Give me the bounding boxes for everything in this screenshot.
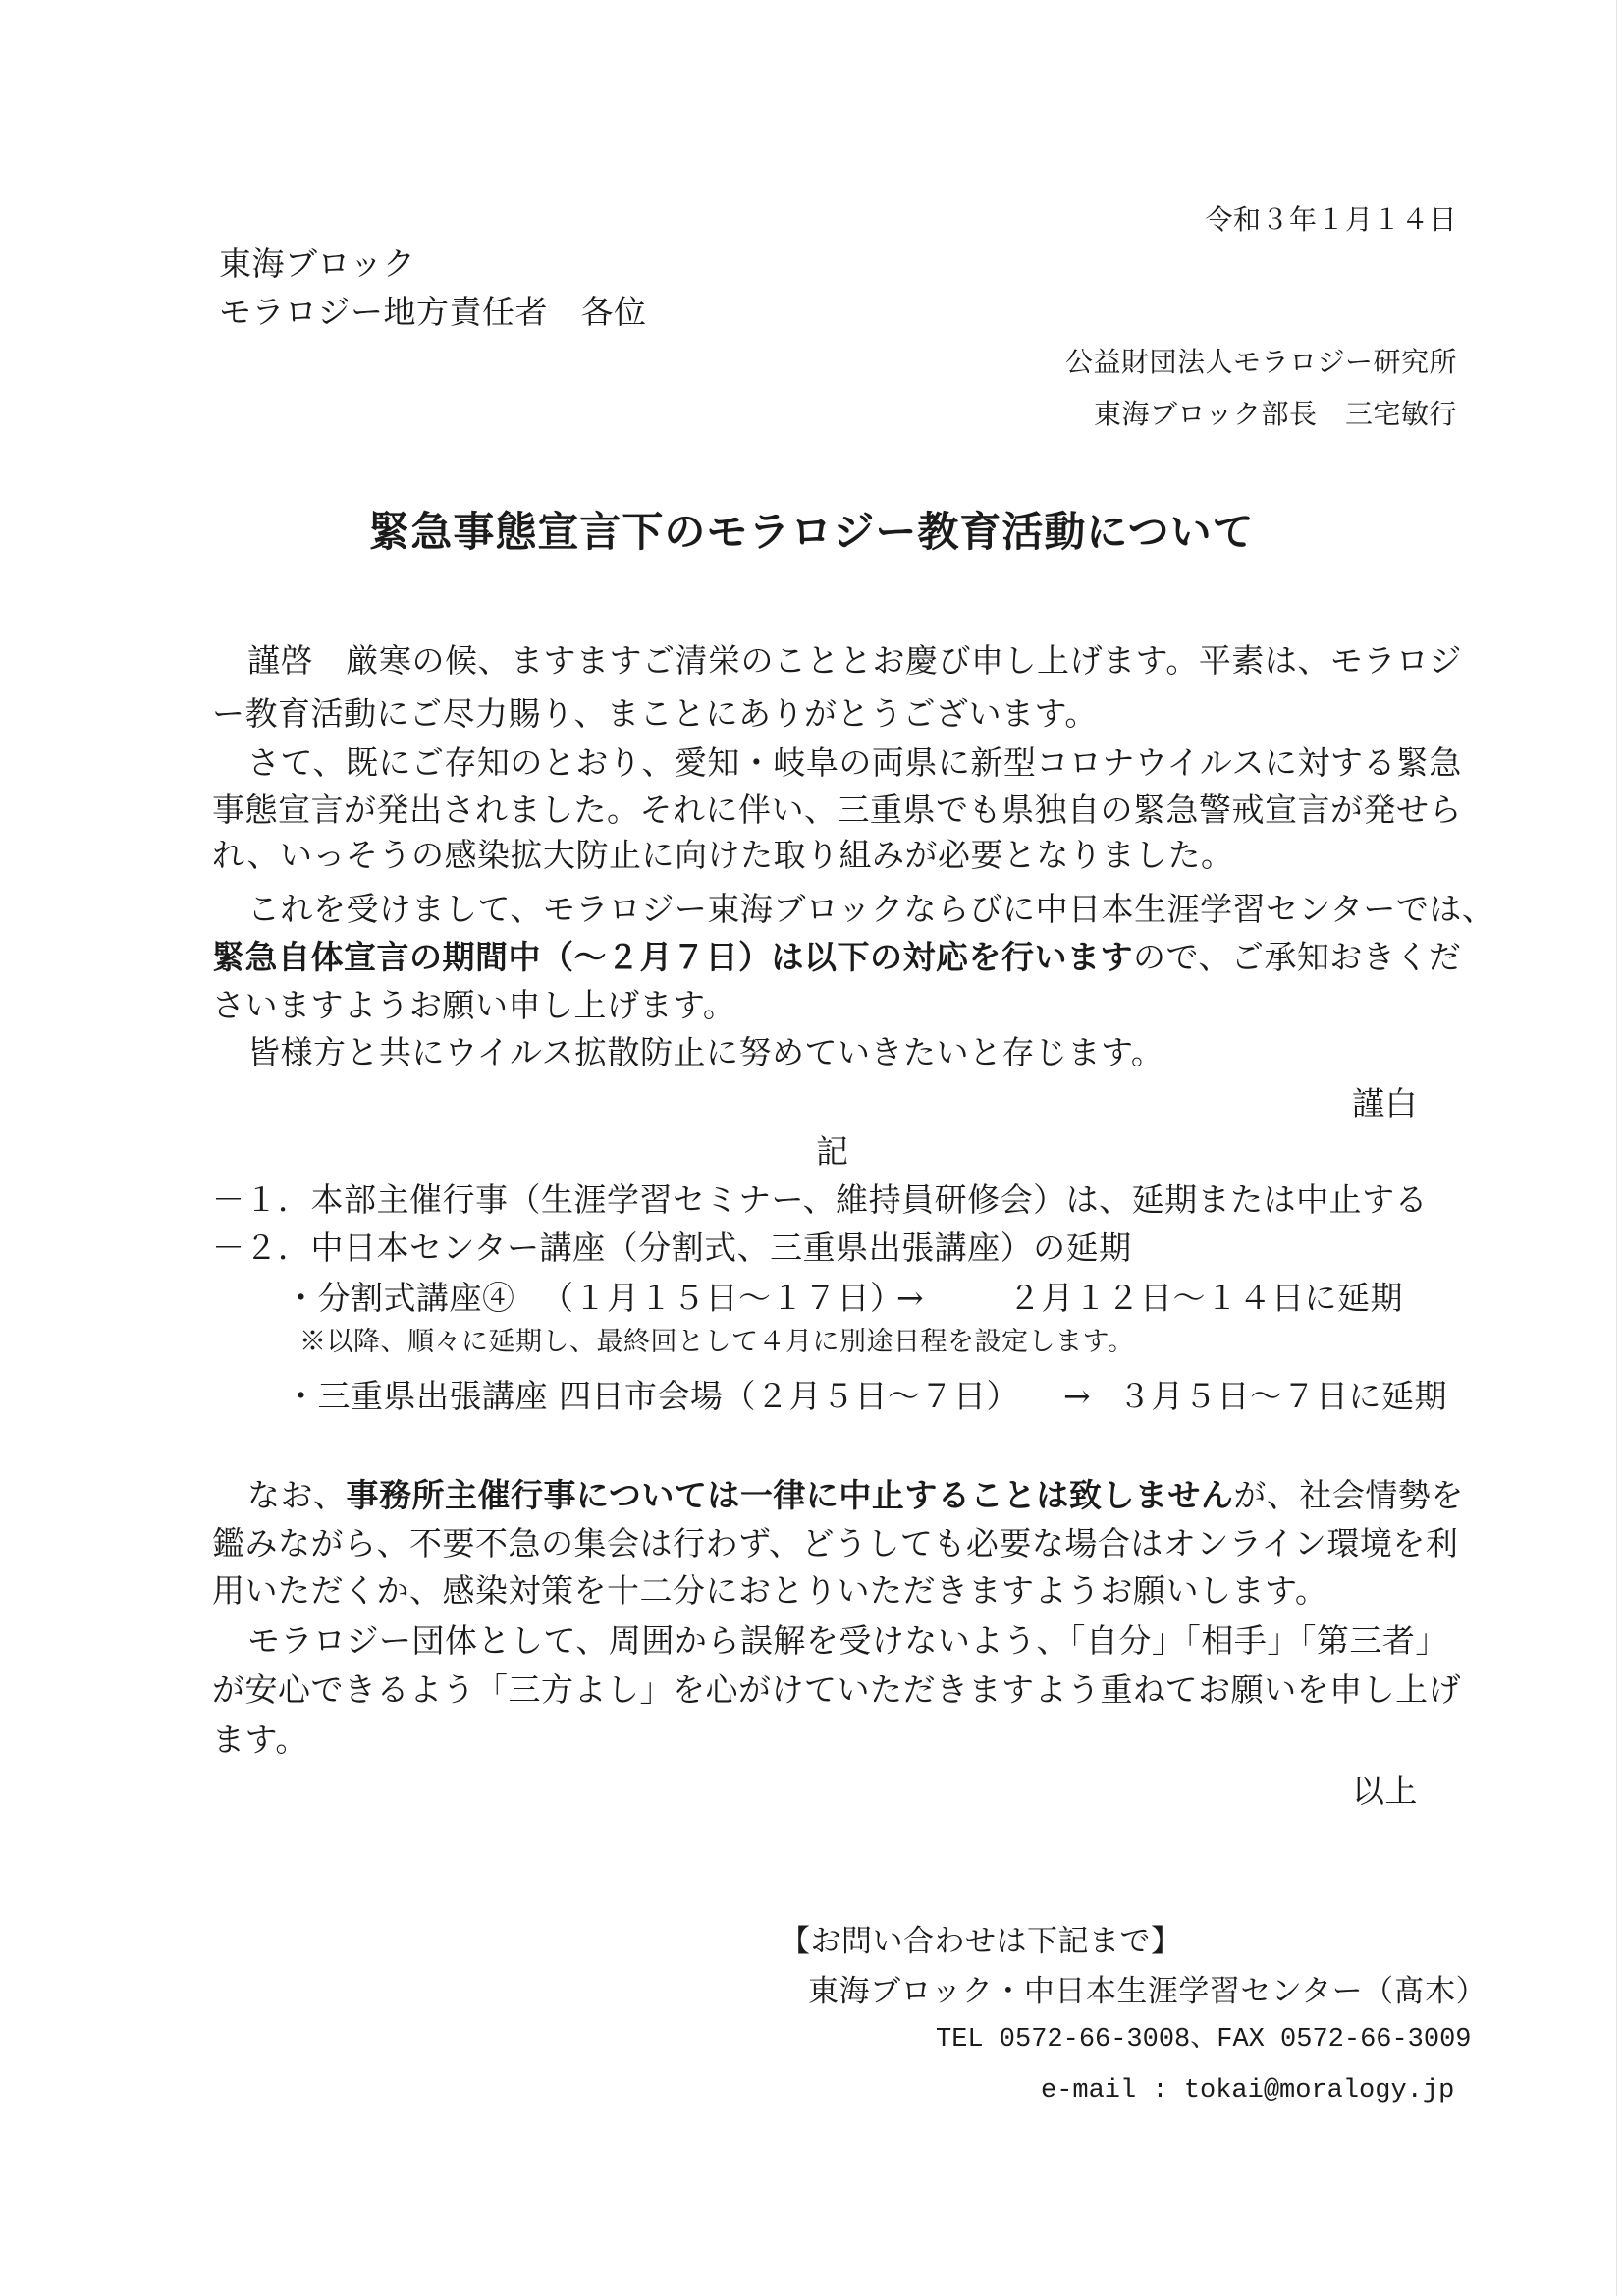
- sender-organization: 公益財団法人モラロジー研究所: [1064, 346, 1457, 378]
- postscript-line-3: 用いただくか、感染対策を十二分におとりいただきますようお願いします。: [212, 1571, 1328, 1610]
- sub-item-1-period: （１月１５日～１７日）: [541, 1279, 903, 1317]
- intro-line-8: さいますようお願い申し上げます。: [212, 986, 736, 1024]
- contact-phone-fax: TEL 0572-66-3008、FAX 0572-66-3009: [936, 2025, 1472, 2054]
- intro-line-7-rest: ので、ご承知おきくだ: [1133, 938, 1462, 976]
- notes-heading: 記: [816, 1132, 849, 1171]
- intro-line-7: [212, 938, 1462, 976]
- closing-kinpaku: 謹白: [1352, 1084, 1418, 1122]
- sub-item-1-label: ・分割式講座④: [285, 1279, 515, 1317]
- contact-office: 東海ブロック・中日本生涯学習センター（髙木）: [808, 1974, 1488, 2009]
- scan-edge-line: [1616, 0, 1617, 2296]
- postscript-line-5: が安心できるよう「三方よし」を心がけていただきますよう重ねてお願いを申し上げ: [212, 1670, 1462, 1709]
- intro-line-1: 謹啓 厳寒の候、ますますご清栄のこととお慶び申し上げます。平素は、モラロジ: [247, 641, 1462, 680]
- notes-sub-item-2: [0, 1377, 1623, 1415]
- recipient-line-1: 東海ブロック: [219, 245, 416, 283]
- intro-line-7-emphasis: 緊急自体宣言の期間中（～２月７日）は以下の対応を行います: [212, 938, 1133, 976]
- document-title: 緊急事態宣言下のモラロジー教育活動について: [368, 508, 1255, 556]
- contact-heading: 【お問い合わせは下記まで】: [780, 1924, 1182, 1959]
- sender-title-name: 東海ブロック部長 三宅敏行: [1094, 398, 1457, 430]
- contact-email: e-mail : tokai@moralogy.jp: [1041, 2076, 1455, 2105]
- recipient-line-2: モラロジー地方責任者 各位: [219, 293, 647, 331]
- intro-line-5: れ、いっそうの感染拡大防止に向けた取り組みが必要となりました。: [212, 836, 1234, 874]
- document-date: 令和３年１月１４日: [1205, 203, 1457, 236]
- notes-sub-item-1: [0, 1279, 1623, 1317]
- intro-line-4: 事態宣言が発出されました。それに伴い、三重県でも県独自の緊急警戒宣言が発せら: [212, 791, 1462, 829]
- intro-line-3: さて、既にご存知のとおり、愛知・岐阜の両県に新型コロナウイルスに対する緊急: [247, 743, 1462, 782]
- postscript-line-6: ます。: [212, 1721, 308, 1759]
- intro-line-9: 皆様方と共にウイルス拡散防止に努めていきたいと存じます。: [247, 1033, 1164, 1071]
- arrow-right-icon: →: [896, 1279, 925, 1317]
- intro-line-6: これを受けまして、モラロジー東海ブロックならびに中日本生涯学習センターでは、: [247, 890, 1495, 928]
- notes-item-1: －１．本部主催行事（生涯学習セミナー、維持員研修会）は、延期または中止する: [212, 1180, 1429, 1219]
- sub-item-2-label: ・三重県出張講座 四日市会場（２月５日～７日）: [285, 1377, 1019, 1415]
- notes-item-2: －２．中日本センター講座（分割式、三重県出張講座）の延期: [212, 1229, 1132, 1267]
- postscript-line-4: モラロジー団体として、周囲から誤解を受けないよう、「自分」「相手」「第三者」: [247, 1621, 1448, 1660]
- postscript-line-1-end: が、社会情勢を: [1233, 1476, 1464, 1514]
- intro-line-2: ー教育活動にご尽力賜り、まことにありがとうございます。: [212, 694, 1098, 733]
- closing-ijou: 以上: [1352, 1772, 1418, 1810]
- postscript-line-1: [247, 1476, 1464, 1514]
- postscript-line-1-emphasis: 事務所主催行事については一律に中止することは致しません: [346, 1476, 1234, 1514]
- notes-sub-item-1-note: ※以降、順々に延期し、最終回として４月に別途日程を設定します。: [299, 1327, 1135, 1357]
- sub-item-2-new-dates: ３月５日～７日に延期: [1118, 1377, 1447, 1415]
- arrow-right-icon: →: [1063, 1377, 1092, 1415]
- sub-item-1-new-dates: ２月１２日～１４日に延期: [1008, 1279, 1403, 1317]
- postscript-line-2: 鑑みながら、不要不急の集会は行わず、どうしても必要な場合はオンライン環境を利: [212, 1524, 1459, 1562]
- postscript-line-1-start: なお、: [247, 1476, 347, 1514]
